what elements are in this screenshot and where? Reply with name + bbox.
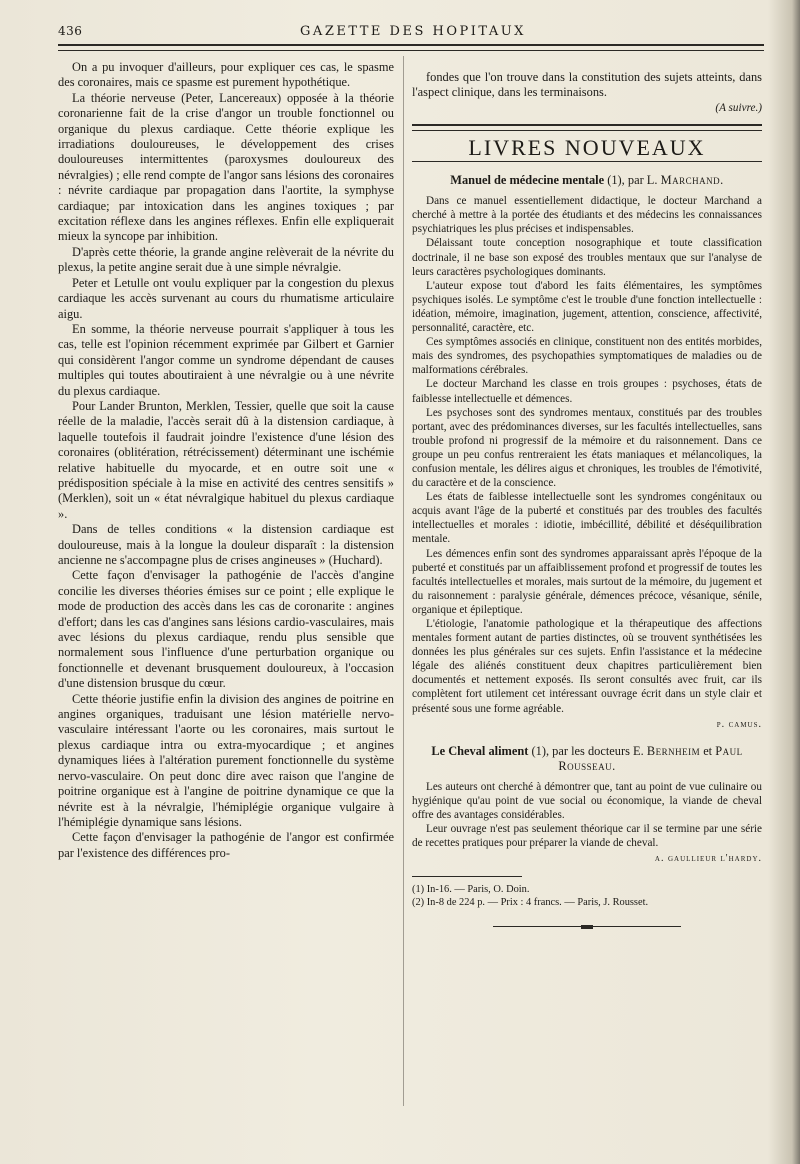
review-paragraph: Les démences enfin sont des syndromes apparaissant après l'époque de la puberté et constitués par un affaiblissement profond et progressif de toutes les facultés intellectuelles et morales, mais surtout de la mémoire, du jugement et du raisonnement : paralysie générale, démences précoce, vésanique, sénile, organique et épileptique. bbox=[412, 547, 762, 616]
review-paragraph: Dans ce manuel essentiellement didactique, le docteur Marchand a cherché à mettre à la portée des étudiants et des médecins les connaissances psychiatriques les plus précises et indispensables. bbox=[412, 195, 762, 236]
right-column bbox=[412, 70, 762, 933]
section-rule-bottom bbox=[412, 161, 762, 163]
byline-prefix: par les docteurs E. bbox=[552, 743, 644, 758]
footnote: (1) In-16. — Paris, O. Doin. bbox=[412, 884, 530, 896]
review-author: Bernheim bbox=[646, 743, 701, 758]
continued-paragraph: fondes que l'on trouve dans la constitution des sujets atteints, dans l'aspect clinique, dans les terminaisons. bbox=[412, 70, 762, 99]
section-rule-top bbox=[412, 124, 762, 131]
review-author: Marchand. bbox=[660, 173, 724, 188]
review-signature: p. camus. bbox=[716, 718, 762, 730]
footnote-ref: (1), bbox=[531, 743, 550, 758]
review-paragraph: Leur ouvrage n'est pas seulement théorique car il se termine par une série de recettes pratiques pour préparer la viande de cheval. bbox=[412, 823, 762, 850]
review-paragraph: Les psychoses sont des syndromes mentaux, constitués par des troubles portant, avec des prédominances diverses, sur les facultés intellectuelles, sans trouble profond ni progressif de la mémoire et du raisonnement. Dans ce groupe un peu confus rentreraient les états maniaques et mélancoliques, la confusion mentale, les délires aigus et chroniques, les troubles de l'émotivité, du caractère et de la conscience. bbox=[412, 406, 762, 490]
review-heading bbox=[412, 173, 762, 188]
page-header bbox=[58, 24, 768, 46]
review-title: Le Cheval aliment bbox=[431, 743, 529, 758]
review-title: Manuel de médecine mentale bbox=[450, 173, 605, 188]
byline-prefix: par L. bbox=[627, 173, 658, 188]
left-paragraph: Cette façon d'envisager la pathogénie de l'angor est confirmée par l'existence des différences pro- bbox=[58, 830, 394, 860]
left-column bbox=[58, 60, 394, 861]
section-title: LIVRES NOUVEAUX bbox=[468, 135, 706, 161]
left-paragraph: D'après cette théorie, la grande angine relèverait de la névrite du plexus, la petite angine serait due à une simple névralgie. bbox=[58, 244, 394, 275]
to-follow-note: (A suivre.) bbox=[715, 102, 762, 114]
review-paragraph: L'étiologie, l'anatomie pathologique et la thérapeutique des affections mentales forment autant de parties distinctes, où se trouvent synthétisées les données les plus générales sur ces sujets. Enfin l'assistance et la médecine légale des aliénés constituent deux chapitres particulièrement bien documentés et nettement exposés. Ils seront consultés avec fruit, car ils complètent fort utilement cet intéressant ouvrage écrit dans un style clair et présenté sous une forme agréable. bbox=[412, 618, 762, 715]
left-paragraph: Dans de telles conditions « la distension cardiaque est douloureuse, mais à la longue la douleur disparaît : la distension ancienne ne s'accompagne plus de crises angineuses » (Huchard). bbox=[58, 522, 394, 567]
left-paragraph: Cette façon d'envisager la pathogénie de l'accès d'angine concilie les diverses théories émises sur ce point ; elle explique le mode de production des accès dans les cas de coronarite : angines d'effort; dans les cas d'angines sans lésions cardio-vasculaires, mais avec lésions du plexus cardiaque, rendu plus sensible que normalement sous l'influence d'une perturbation organique ou fonctionnelle et devenant brusquement douloureux, à l'occasion d'une distension brusque du cœur. bbox=[58, 568, 394, 691]
byline-joiner: et bbox=[703, 743, 713, 758]
left-paragraph: En somme, la théorie nerveuse pourrait s'appliquer à tous les cas, telle est l'opinion récemment exprimée par Gilbert et Garnier qui considèrent l'angor comme un syndrome dépendant de causes multiples qui toutes aboutiraient à une névralgie ou à une névrite du plexus cardiaque. bbox=[58, 321, 394, 398]
footnote: (2) In-8 de 224 p. — Prix : 4 francs. — Paris, J. Rousset. bbox=[412, 897, 649, 909]
left-paragraph: On a pu invoquer d'ailleurs, pour expliquer ces cas, le spasme des coronaires, mais ce spasme est purement hypothétique. bbox=[58, 60, 394, 90]
review-paragraph: Délaissant toute conception nosographique et toute classification doctrinale, il ne base son exposé des troubles mentaux que sur l'analyse de leurs caractères psychologiques dominants. bbox=[412, 237, 762, 278]
left-paragraph: Pour Lander Brunton, Merklen, Tessier, quelle que soit la cause réelle de la maladie, l'accès serait dû à la distension cardiaque, à laquelle toutefois il faudrait joindre l'existence d'une lésion des coronaires (oblitération, rétrécissement) déterminant une ischémie relative habituelle du myocarde, et en outre soit une « prédisposition spéciale à la mise en activité des centres sensitifs » (Merklen), soit un « état névralgique habituel du plexus cardiaque ». bbox=[58, 398, 394, 521]
left-paragraph: Cette théorie justifie enfin la division des angines de poitrine en angines organiques, traduisant une lésion matérielle nervo-vasculaire intéressant l'aorte ou les coronaires, mais surtout le plexus cardiaque intra ou extra-myocardique ; et angines dynamiques liées à l'altération purement fonctionnelle du système nervo-vasculaire. On peut donc dire avec raison que l'angine de poitrine organique est à l'angine de poitrine dynamique ce que la névrite est à la névralgie, l'hémiplégie organique vulgaire à l'hémiplégie dynamique sans lésions. bbox=[58, 691, 394, 829]
review-paragraph: Les auteurs ont cherché à démontrer que, tant au point de vue culinaire ou hygiénique qu'au point de vue social ou économique, la viande de cheval offre des avantages considérables. bbox=[412, 780, 762, 821]
left-paragraph: La théorie nerveuse (Peter, Lancereaux) opposée à la théorie coronarienne fait de la crise d'angor un trouble fonctionnel ou organique du plexus cardiaque. Cette théorie explique les irradiations douloureuses, le développement des crises douloureuses intermittentes (paroxysmes douloureux des névralgies) ; elle rend compte de l'angor sans lésions des coronaires : névrite cardiaque par propagation dans l'aortite, la symphyse cardiaque; par intoxication dans les angines toxiques ; par excitation réflexe dans les angines réflexes. Enfin elle expliquerait mieux la syncope par inhibition. bbox=[58, 90, 394, 244]
review-heading bbox=[412, 744, 762, 774]
review-paragraph: Ces symptômes associés en clinique, constituent non des entités morbides, mais des syndromes, des psychopathies symptomatiques de maladies ou de malformations cérébrales. bbox=[412, 336, 762, 377]
review-author: Paul Rousseau. bbox=[558, 743, 743, 773]
footnote-ref: (1), bbox=[607, 173, 625, 188]
page-number: 436 bbox=[58, 24, 83, 38]
review-signature: a. gaullieur l'hardy. bbox=[654, 853, 762, 865]
header-rule bbox=[58, 44, 764, 51]
footnote-rule bbox=[412, 876, 522, 877]
review-paragraph: L'auteur expose tout d'abord les faits élémentaires, les symptômes psychiques isolés. Le symptôme c'est le trouble d'une fonction intellectuelle : idéation, mémoire, imagination, jugement, attention, conscience, affectivité, personnalité, caractère, etc. bbox=[412, 279, 762, 335]
column-divider bbox=[403, 56, 404, 1106]
end-ornament bbox=[412, 919, 762, 933]
review-paragraph: Le docteur Marchand les classe en trois groupes : psychoses, états de faiblesse intellectuelle et démences. bbox=[412, 378, 762, 405]
left-paragraph: Peter et Letulle ont voulu expliquer par la congestion du plexus cardiaque les accès survenant au cours du rhumatisme articulaire aigu. bbox=[58, 275, 394, 321]
review-paragraph: Les états de faiblesse intellectuelle sont les syndromes congénitaux ou acquis avant l'âge de la puberté et constitués par des troubles des facultés intellectuelles et morales : idiotie, imbécillité, débilité et déséquilibration mentale. bbox=[412, 491, 762, 546]
running-title: GAZETTE DES HOPITAUX bbox=[300, 24, 526, 39]
